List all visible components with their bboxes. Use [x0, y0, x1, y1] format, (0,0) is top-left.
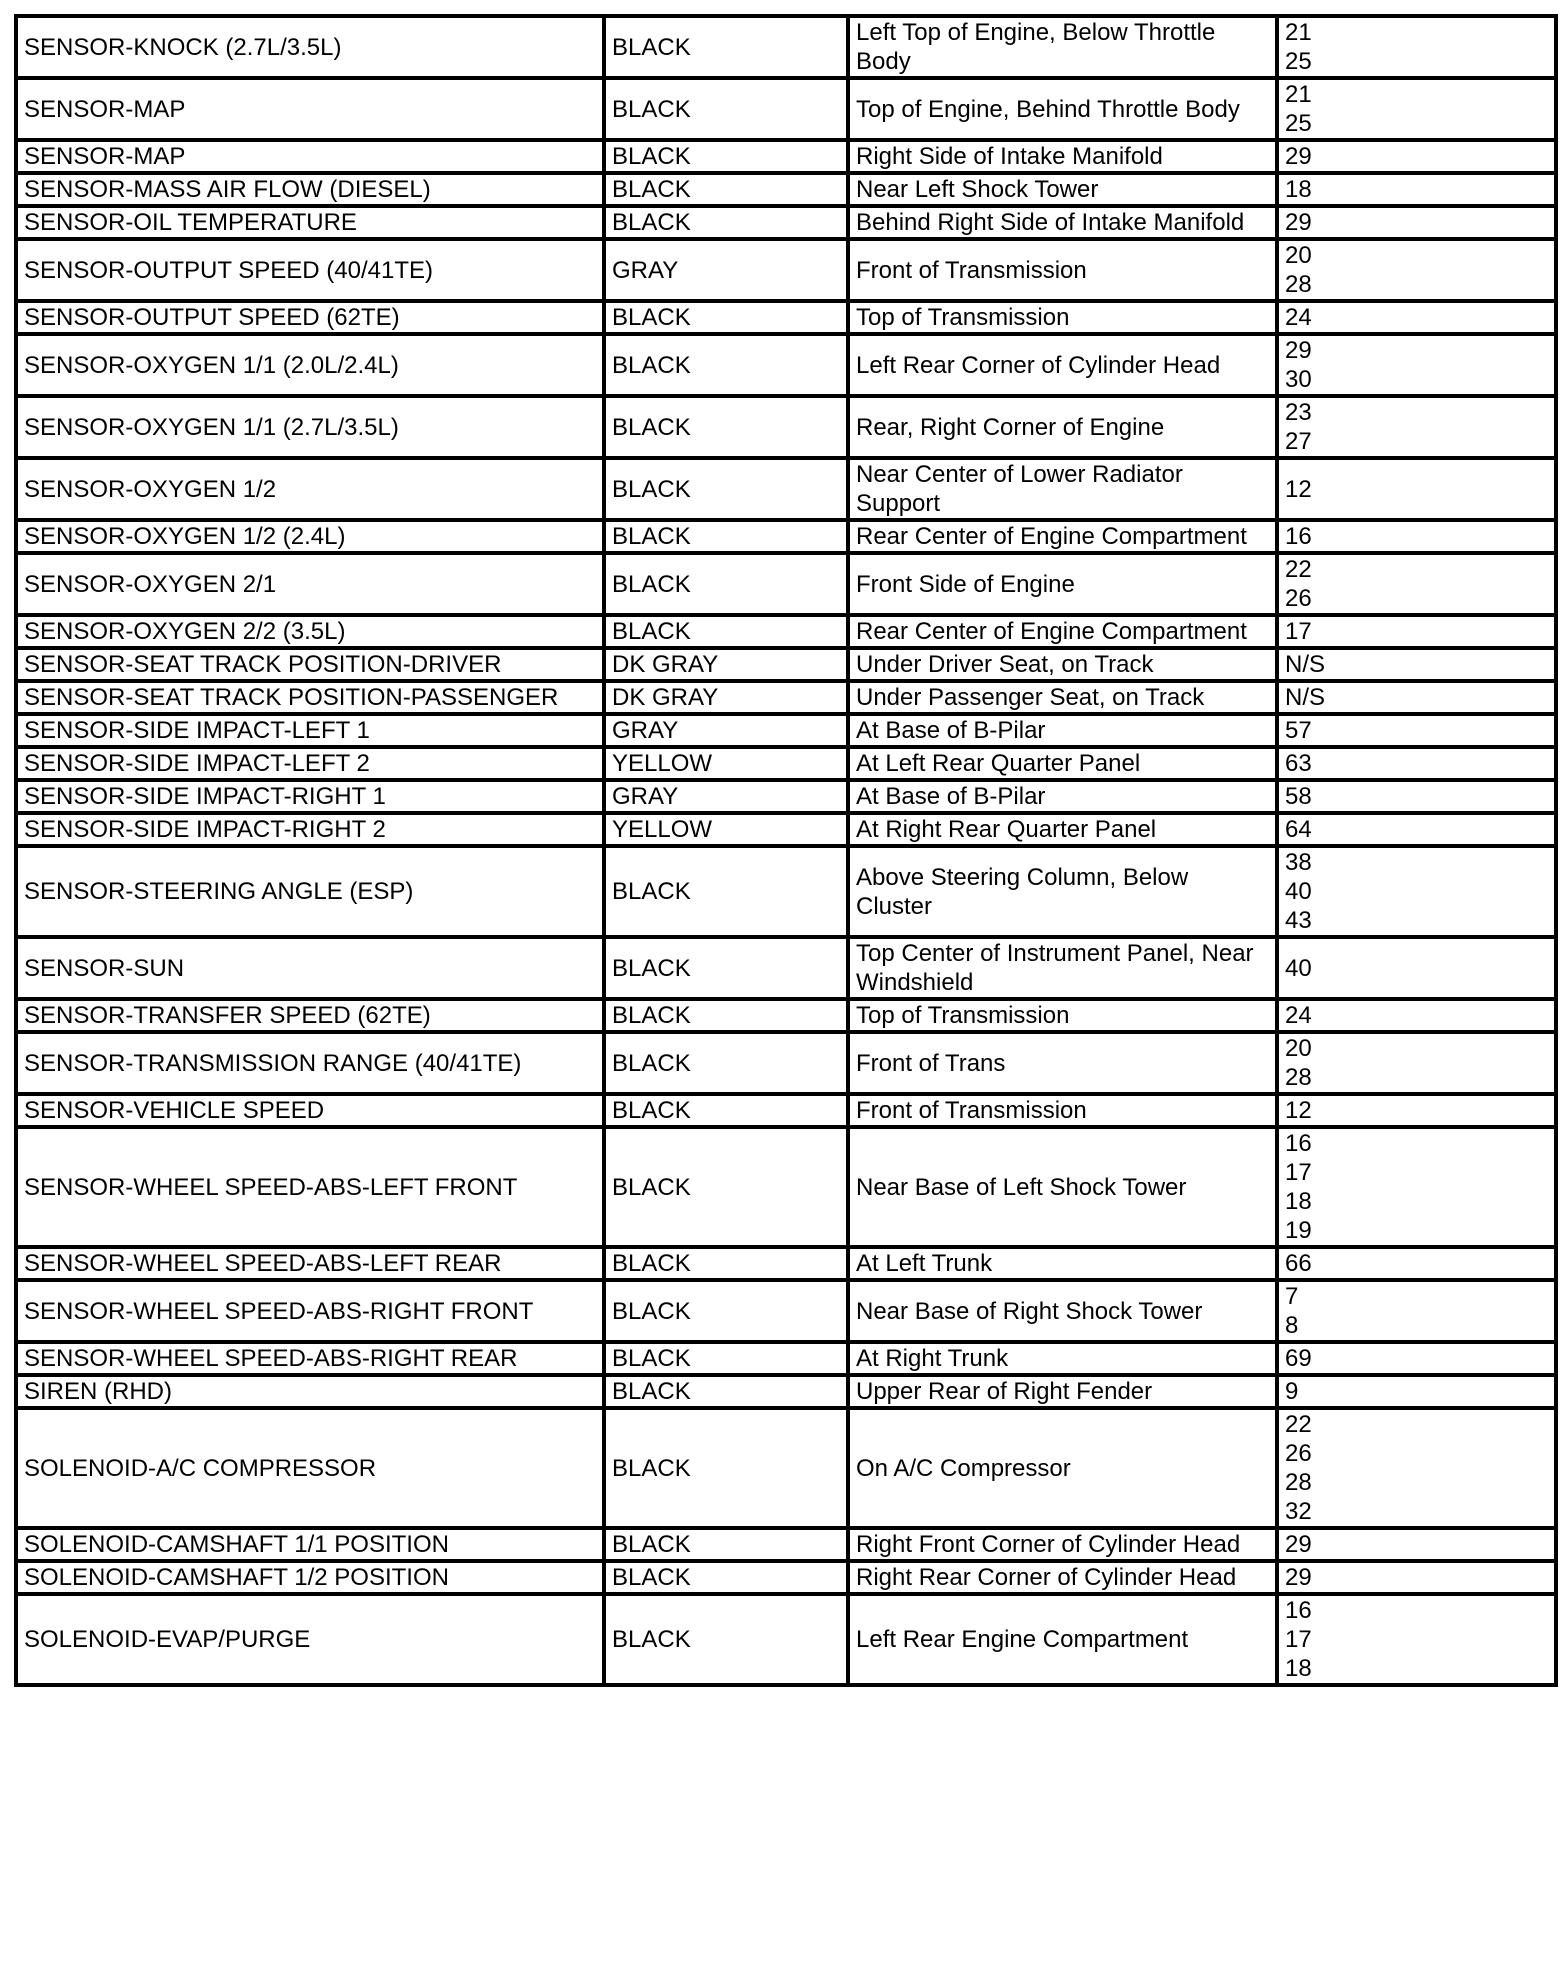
component-name-cell: SENSOR-SEAT TRACK POSITION-DRIVER: [16, 648, 604, 681]
connector-color-cell: BLACK: [604, 520, 848, 553]
figure-number: 25: [1285, 48, 1312, 75]
table-row: [16, 1408, 1556, 1528]
figure-number: 58: [1285, 783, 1312, 810]
table-row: [16, 615, 1556, 648]
table-row: [16, 520, 1556, 553]
connector-color-cell: YELLOW: [604, 813, 848, 846]
figure-cell: [1277, 681, 1556, 714]
table-body: [16, 16, 1556, 1685]
connector-color-cell: BLACK: [604, 396, 848, 458]
connector-color-cell: BLACK: [604, 1247, 848, 1280]
table-row: [16, 1375, 1556, 1408]
table-row: [16, 780, 1556, 813]
figure-number: 29: [1285, 143, 1312, 170]
connector-color-cell: DK GRAY: [604, 648, 848, 681]
component-name-cell: SENSOR-OIL TEMPERATURE: [16, 206, 604, 239]
figure-cell: [1277, 846, 1556, 937]
component-name-cell: SOLENOID-EVAP/PURGE: [16, 1594, 604, 1685]
component-name-cell: SENSOR-OXYGEN 1/1 (2.0L/2.4L): [16, 334, 604, 396]
location-cell: Right Rear Corner of Cylinder Head: [848, 1561, 1277, 1594]
location-cell: Left Top of Engine, Below Throttle Body: [848, 16, 1277, 78]
connector-color-cell: BLACK: [604, 16, 848, 78]
component-name-cell: SENSOR-WHEEL SPEED-ABS-RIGHT FRONT: [16, 1280, 604, 1342]
figure-number: 38: [1285, 849, 1312, 876]
table-row: [16, 681, 1556, 714]
location-cell: Near Base of Right Shock Tower: [848, 1280, 1277, 1342]
component-name-cell: SENSOR-WHEEL SPEED-ABS-RIGHT REAR: [16, 1342, 604, 1375]
table-row: [16, 1342, 1556, 1375]
connector-color-cell: GRAY: [604, 239, 848, 301]
connector-color-cell: BLACK: [604, 78, 848, 140]
component-name-cell: SENSOR-MAP: [16, 78, 604, 140]
figure-number: 22: [1285, 556, 1312, 583]
connector-color-cell: BLACK: [604, 1342, 848, 1375]
figure-cell: [1277, 520, 1556, 553]
table-row: [16, 206, 1556, 239]
location-cell: Under Passenger Seat, on Track: [848, 681, 1277, 714]
figure-number: 22: [1285, 1411, 1312, 1438]
figure-number: 26: [1285, 585, 1312, 612]
connector-color-cell: BLACK: [604, 846, 848, 937]
figure-cell: [1277, 396, 1556, 458]
connector-color-cell: BLACK: [604, 1032, 848, 1094]
figure-cell: [1277, 140, 1556, 173]
figure-cell: [1277, 1408, 1556, 1528]
location-cell: Left Rear Engine Compartment: [848, 1594, 1277, 1685]
figure-number: 7: [1285, 1283, 1299, 1310]
location-cell: At Right Trunk: [848, 1342, 1277, 1375]
component-name-cell: SENSOR-OXYGEN 2/1: [16, 553, 604, 615]
figure-number: 23: [1285, 399, 1312, 426]
figure-number: 24: [1285, 1002, 1312, 1029]
figure-number: 40: [1285, 878, 1312, 905]
figure-number: 29: [1285, 1564, 1312, 1591]
component-name-cell: SENSOR-MASS AIR FLOW (DIESEL): [16, 173, 604, 206]
location-cell: Near Base of Left Shock Tower: [848, 1127, 1277, 1247]
figure-cell: [1277, 1127, 1556, 1247]
location-cell: Right Front Corner of Cylinder Head: [848, 1528, 1277, 1561]
figure-number: 29: [1285, 209, 1312, 236]
table-row: [16, 553, 1556, 615]
component-name-cell: SENSOR-WHEEL SPEED-ABS-LEFT REAR: [16, 1247, 604, 1280]
figure-number: 40: [1285, 954, 1312, 982]
figure-number: 43: [1285, 907, 1312, 934]
figure-number: 9: [1285, 1378, 1299, 1405]
connector-color-cell: BLACK: [604, 458, 848, 520]
location-cell: Near Center of Lower Radiator Support: [848, 458, 1277, 520]
figure-number: 17: [1285, 1159, 1312, 1186]
connector-color-cell: BLACK: [604, 1408, 848, 1528]
location-cell: On A/C Compressor: [848, 1408, 1277, 1528]
location-cell: Front of Trans: [848, 1032, 1277, 1094]
component-name-cell: SENSOR-TRANSMISSION RANGE (40/41TE): [16, 1032, 604, 1094]
location-cell: Under Driver Seat, on Track: [848, 648, 1277, 681]
figure-number: 29: [1285, 337, 1312, 364]
component-name-cell: SIREN (RHD): [16, 1375, 604, 1408]
figure-number: 24: [1285, 304, 1312, 331]
figure-number: 21: [1285, 19, 1312, 46]
component-name-cell: SOLENOID-CAMSHAFT 1/1 POSITION: [16, 1528, 604, 1561]
table-row: [16, 1528, 1556, 1561]
figure-cell: [1277, 553, 1556, 615]
figure-number: 28: [1285, 1064, 1312, 1091]
component-name-cell: SENSOR-KNOCK (2.7L/3.5L): [16, 16, 604, 78]
figure-cell: [1277, 206, 1556, 239]
table-row: [16, 1561, 1556, 1594]
figure-cell: [1277, 937, 1556, 999]
component-name-cell: SENSOR-OUTPUT SPEED (62TE): [16, 301, 604, 334]
figure-number: 20: [1285, 242, 1312, 269]
figure-number: 8: [1285, 1312, 1299, 1339]
table-row: [16, 813, 1556, 846]
location-cell: Above Steering Column, Below Cluster: [848, 846, 1277, 937]
figure-number: 64: [1285, 816, 1312, 843]
component-name-cell: SENSOR-OXYGEN 2/2 (3.5L): [16, 615, 604, 648]
figure-cell: [1277, 714, 1556, 747]
location-cell: Front of Transmission: [848, 239, 1277, 301]
figure-number: 16: [1285, 1130, 1312, 1157]
figure-number: 16: [1285, 523, 1312, 550]
table-row: [16, 239, 1556, 301]
figure-cell: [1277, 780, 1556, 813]
figure-number: 27: [1285, 428, 1312, 455]
figure-cell: [1277, 813, 1556, 846]
component-name-cell: SENSOR-SIDE IMPACT-RIGHT 2: [16, 813, 604, 846]
location-cell: Rear Center of Engine Compartment: [848, 520, 1277, 553]
location-cell: Right Side of Intake Manifold: [848, 140, 1277, 173]
connector-color-cell: BLACK: [604, 937, 848, 999]
location-cell: Left Rear Corner of Cylinder Head: [848, 334, 1277, 396]
table-row: [16, 1032, 1556, 1094]
table-row: [16, 16, 1556, 78]
location-cell: Rear, Right Corner of Engine: [848, 396, 1277, 458]
table-row: [16, 937, 1556, 999]
figure-cell: [1277, 1594, 1556, 1685]
table-row: [16, 1247, 1556, 1280]
figure-cell: [1277, 301, 1556, 334]
figure-cell: [1277, 173, 1556, 206]
figure-cell: [1277, 615, 1556, 648]
connector-color-cell: BLACK: [604, 1127, 848, 1247]
location-cell: Upper Rear of Right Fender: [848, 1375, 1277, 1408]
table-row: [16, 1094, 1556, 1127]
figure-number: 19: [1285, 1217, 1312, 1244]
figure-number: 69: [1285, 1345, 1312, 1372]
figure-cell: [1277, 78, 1556, 140]
location-cell: At Base of B-Pilar: [848, 780, 1277, 813]
table-row: [16, 747, 1556, 780]
component-name-cell: SENSOR-WHEEL SPEED-ABS-LEFT FRONT: [16, 1127, 604, 1247]
connector-location-table: [14, 14, 1558, 1687]
component-name-cell: SOLENOID-CAMSHAFT 1/2 POSITION: [16, 1561, 604, 1594]
location-cell: At Left Rear Quarter Panel: [848, 747, 1277, 780]
figure-cell: [1277, 747, 1556, 780]
figure-number: 29: [1285, 1531, 1312, 1558]
connector-color-cell: BLACK: [604, 1094, 848, 1127]
connector-color-cell: BLACK: [604, 1561, 848, 1594]
table-row: [16, 648, 1556, 681]
figure-number: 12: [1285, 1097, 1312, 1124]
component-name-cell: SENSOR-SEAT TRACK POSITION-PASSENGER: [16, 681, 604, 714]
figure-number: 18: [1285, 1188, 1312, 1215]
figure-number: 66: [1285, 1250, 1312, 1277]
component-name-cell: SENSOR-STEERING ANGLE (ESP): [16, 846, 604, 937]
location-cell: Top of Transmission: [848, 301, 1277, 334]
connector-color-cell: BLACK: [604, 334, 848, 396]
component-name-cell: SENSOR-OXYGEN 1/2: [16, 458, 604, 520]
figure-number: 21: [1285, 81, 1312, 108]
figure-number: 20: [1285, 1035, 1312, 1062]
figure-cell: [1277, 999, 1556, 1032]
figure-cell: [1277, 1342, 1556, 1375]
figure-cell: [1277, 1280, 1556, 1342]
table-row: [16, 140, 1556, 173]
component-name-cell: SOLENOID-A/C COMPRESSOR: [16, 1408, 604, 1528]
figure-number: 57: [1285, 717, 1312, 744]
table-row: [16, 714, 1556, 747]
table-row: [16, 1280, 1556, 1342]
figure-number: 32: [1285, 1498, 1312, 1525]
location-cell: Near Left Shock Tower: [848, 173, 1277, 206]
figure-cell: [1277, 1247, 1556, 1280]
component-name-cell: SENSOR-TRANSFER SPEED (62TE): [16, 999, 604, 1032]
figure-number: 18: [1285, 176, 1312, 203]
location-cell: Behind Right Side of Intake Manifold: [848, 206, 1277, 239]
component-name-cell: SENSOR-SIDE IMPACT-LEFT 2: [16, 747, 604, 780]
table-row: [16, 301, 1556, 334]
figure-cell: [1277, 239, 1556, 301]
connector-color-cell: BLACK: [604, 140, 848, 173]
connector-color-cell: BLACK: [604, 173, 848, 206]
table-row: [16, 173, 1556, 206]
connector-color-cell: YELLOW: [604, 747, 848, 780]
connector-color-cell: BLACK: [604, 1375, 848, 1408]
table-row: [16, 396, 1556, 458]
figure-cell: [1277, 648, 1556, 681]
location-cell: At Right Rear Quarter Panel: [848, 813, 1277, 846]
figure-cell: [1277, 16, 1556, 78]
connector-color-cell: GRAY: [604, 714, 848, 747]
figure-number: N/S: [1285, 684, 1326, 711]
figure-number: 26: [1285, 1440, 1312, 1467]
figure-number: 16: [1285, 1597, 1312, 1624]
component-name-cell: SENSOR-MAP: [16, 140, 604, 173]
figure-cell: [1277, 1094, 1556, 1127]
location-cell: Front Side of Engine: [848, 553, 1277, 615]
figure-number: 63: [1285, 750, 1312, 777]
figure-number: 17: [1285, 1626, 1312, 1653]
connector-color-cell: BLACK: [604, 1280, 848, 1342]
connector-color-cell: BLACK: [604, 1528, 848, 1561]
connector-color-cell: GRAY: [604, 780, 848, 813]
component-name-cell: SENSOR-VEHICLE SPEED: [16, 1094, 604, 1127]
component-name-cell: SENSOR-SIDE IMPACT-RIGHT 1: [16, 780, 604, 813]
figure-number: 12: [1285, 475, 1312, 503]
location-cell: Top of Transmission: [848, 999, 1277, 1032]
figure-number: 18: [1285, 1655, 1312, 1682]
location-cell: At Base of B-Pilar: [848, 714, 1277, 747]
connector-color-cell: BLACK: [604, 553, 848, 615]
connector-color-cell: BLACK: [604, 1594, 848, 1685]
location-cell: Top of Engine, Behind Throttle Body: [848, 78, 1277, 140]
figure-number: 30: [1285, 366, 1312, 393]
figure-cell: [1277, 458, 1556, 520]
figure-number: 17: [1285, 618, 1312, 645]
connector-color-cell: DK GRAY: [604, 681, 848, 714]
figure-number: 28: [1285, 1469, 1312, 1496]
location-cell: Front of Transmission: [848, 1094, 1277, 1127]
figure-number: N/S: [1285, 651, 1326, 678]
component-name-cell: SENSOR-OUTPUT SPEED (40/41TE): [16, 239, 604, 301]
connector-color-cell: BLACK: [604, 206, 848, 239]
table-row: [16, 1127, 1556, 1247]
connector-color-cell: BLACK: [604, 999, 848, 1032]
table-row: [16, 846, 1556, 937]
connector-color-cell: BLACK: [604, 301, 848, 334]
table-row: [16, 458, 1556, 520]
table-row: [16, 999, 1556, 1032]
figure-cell: [1277, 1032, 1556, 1094]
component-name-cell: SENSOR-SIDE IMPACT-LEFT 1: [16, 714, 604, 747]
figure-number: 28: [1285, 271, 1312, 298]
table-row: [16, 334, 1556, 396]
table-row: [16, 1594, 1556, 1685]
figure-number: 25: [1285, 110, 1312, 137]
figure-cell: [1277, 334, 1556, 396]
connector-color-cell: BLACK: [604, 615, 848, 648]
component-name-cell: SENSOR-OXYGEN 1/2 (2.4L): [16, 520, 604, 553]
table-row: [16, 78, 1556, 140]
component-name-cell: SENSOR-SUN: [16, 937, 604, 999]
figure-cell: [1277, 1528, 1556, 1561]
figure-cell: [1277, 1375, 1556, 1408]
location-cell: Top Center of Instrument Panel, Near Windshield: [848, 937, 1277, 999]
location-cell: At Left Trunk: [848, 1247, 1277, 1280]
component-name-cell: SENSOR-OXYGEN 1/1 (2.7L/3.5L): [16, 396, 604, 458]
location-cell: Rear Center of Engine Compartment: [848, 615, 1277, 648]
figure-cell: [1277, 1561, 1556, 1594]
